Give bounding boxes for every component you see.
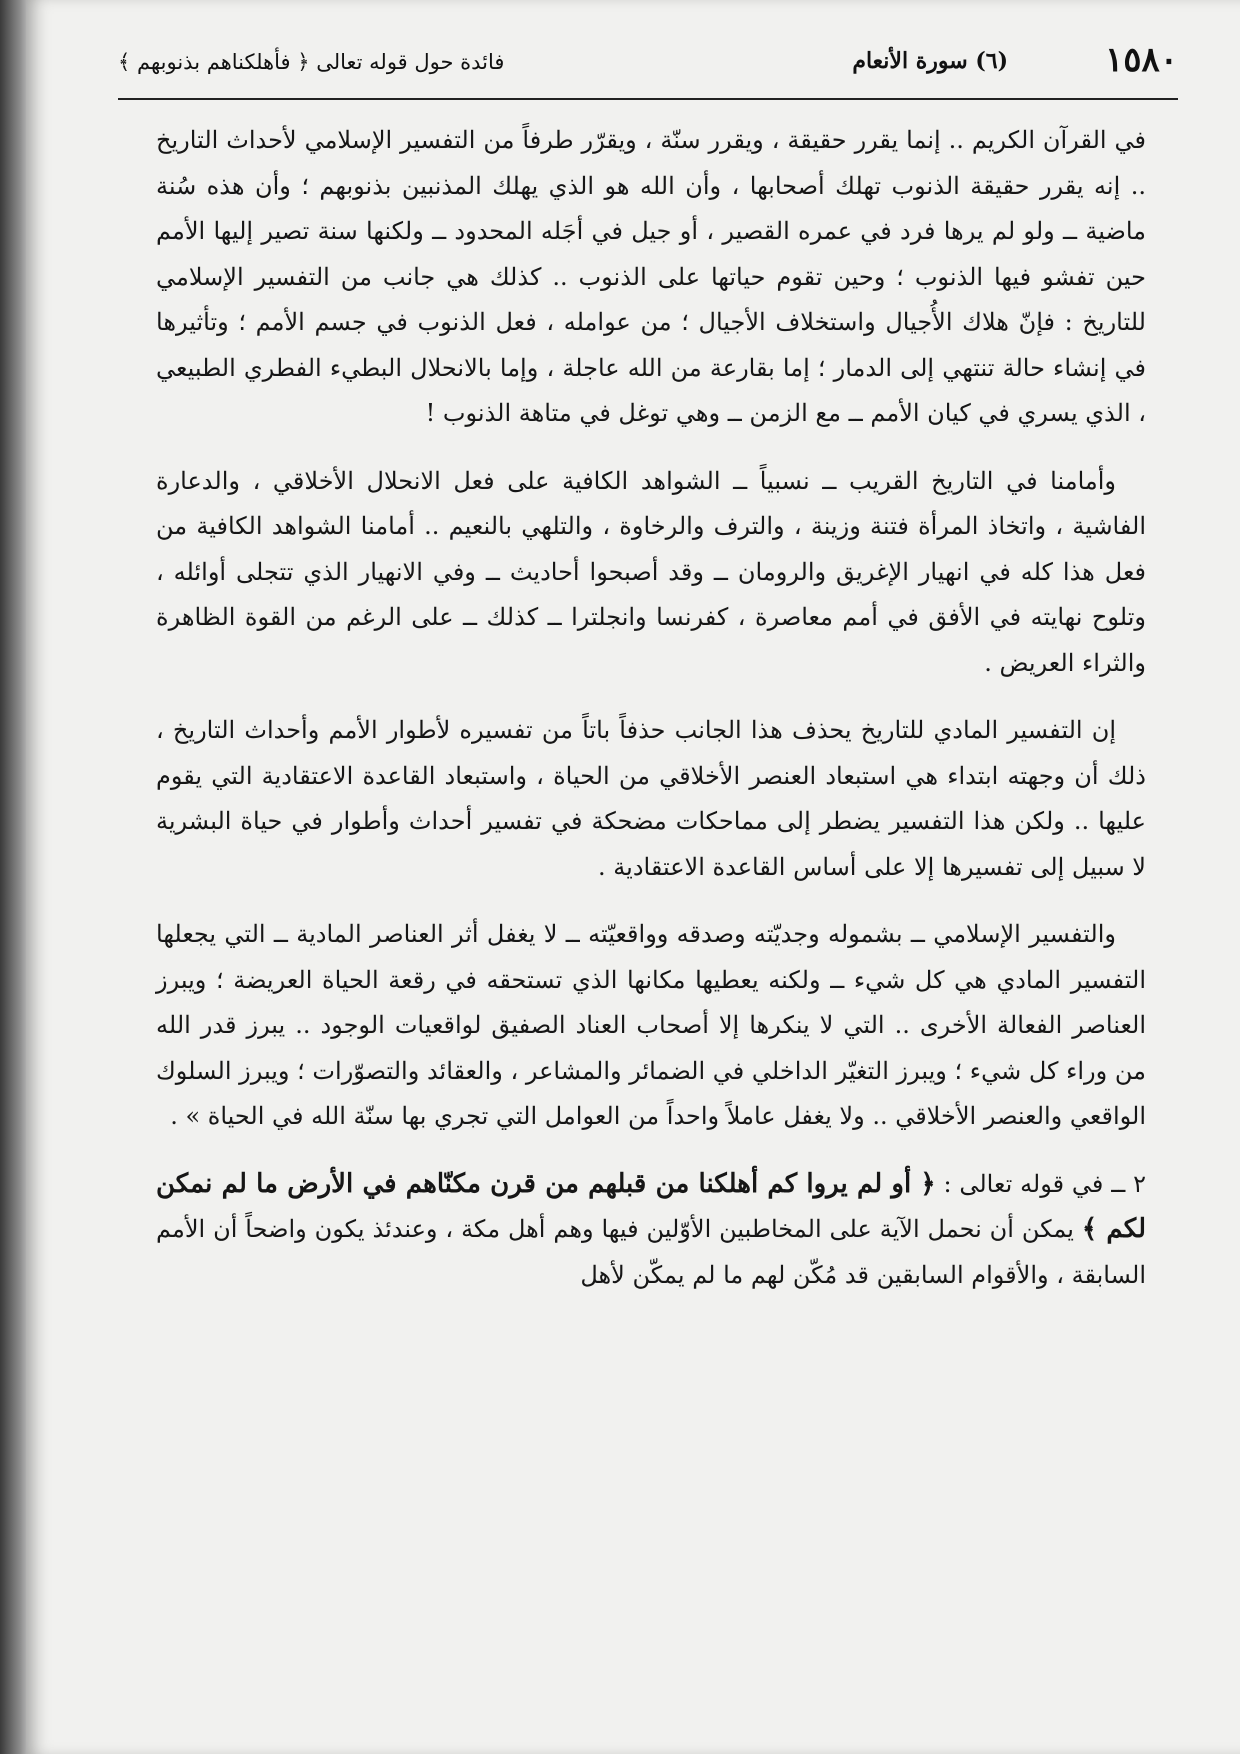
page-number: ١٥٨٠ xyxy=(1104,40,1178,80)
page-body xyxy=(156,118,1146,1320)
book-page xyxy=(26,0,1240,1754)
paragraph-4: والتفسير الإسلامي ــ بشموله وجديّته وصدقه وواقعيّته ــ لا يغفل أثر العناصر المادية ــ التي يجعلها التفسير المادي هي كل شيء ــ ولكنه يعطيها مكانها الذي تستحقه في رقعة الحياة العريضة ؛ ويبرز العناصر الفعالة الأخرى .. التي لا ينكرها إلا أصحاب العناد الصفيق لواقعيات الوجود .. يبرز قدر الله من وراء كل شيء ؛ ويبرز التغيّر الداخلي في الضمائر والمشاعر ، والعقائد والتصوّرات ؛ ويبرز السلوك الواقعي والعنصر الأخلاقي .. ولا يغفل عاملاً واحداً من العوامل التي تجري بها سنّة الله في الحياة » . xyxy=(156,920,1146,1130)
point-lead: ٢ ــ في قوله تعالى : xyxy=(943,1169,1146,1198)
paragraph-3: إن التفسير المادي للتاريخ يحذف هذا الجانب حذفاً باتاً من تفسيره لأطوار الأمم وأحداث التاريخ ، ذلك أن وجهته ابتداء هي استبعاد العنصر الأخلاقي من الحياة ، واستبعاد القاعدة الاعتقادية التي يقوم عليها .. ولكن هذا التفسير يضطر إلى مماحكات مضحكة في تفسير أحداث وأطوار في حياة البشرية لا سبيل إلى تفسيرها إلا على أساس القاعدة الاعتقادية . xyxy=(156,716,1146,881)
paragraph-1: في القرآن الكريم .. إنما يقرر حقيقة ، ويقرر سنّة ، ويقرّر طرفاً من التفسير الإسلامي لأحداث التاريخ .. إنه يقرر حقيقة الذنوب تهلك أصحابها ، وأن الله هو الذي يهلك المذنبين بذنوبهم ؛ وأن هذه سُنة ماضية ــ ولو لم يرها فرد في عمره القصير ، أو جيل في أجَله المحدود ــ ولكنها سنة تصير إليها الأمم حين تفشو فيها الذنوب ؛ وحين تقوم حياتها على الذنوب .. كذلك هي جانب من التفسير الإسلامي للتاريخ : فإنّ هلاك الأُجيال واستخلاف الأجيال ؛ من عوامله ، فعل الذنوب في جسم الأمم ؛ وتأثيرها في إنشاء حالة تنتهي إلى الدمار ؛ إما بقارعة من الله عاجلة ، وإما بالانحلال البطيء الفطري الطبيعي ، الذي يسري في كيان الأمم ــ مع الزمن ــ وهي توغل في متاهة الذنوب ! xyxy=(156,126,1146,427)
point-continuation: يمكن أن نحمل الآية على المخاطبين الأوّلين فيها وهم أهل مكة ، وعندئذ يكون واضحاً أن الأمم السابقة ، والأقوام السابقين قد مُكّن لهم ما لم يمكّن لأهل xyxy=(156,1215,1146,1289)
paragraph-5 xyxy=(156,1162,1146,1299)
paragraph-2: وأمامنا في التاريخ القريب ــ نسبياً ــ الشواهد الكافية على فعل الانحلال الأخلاقي ، والدعارة الفاشية ، واتخاذ المرأة فتنة وزينة ، والترف والرخاوة ، والتلهي بالنعيم .. أمامنا الشواهد الكافية من فعل هذا كله في انهيار الإغريق والرومان ــ وقد أصبحوا أحاديث ــ وفي الانهيار الذي تتجلى أوائله ، وتلوح نهايته في الأفق في أمم معاصرة ، كفرنسا وانجلترا ــ كذلك ــ على الرغم من القوة الظاهرة والثراء العريض . xyxy=(156,466,1146,677)
page-header xyxy=(118,38,1178,100)
surah-label: (٦) سورة الأنعام xyxy=(852,48,1008,74)
running-title: فائدة حول قوله تعالى ﴿ فأهلكناهم بذنوبهم ﴾ xyxy=(118,50,505,74)
quran-verse-quote: ﴿ أو لم يروا كم أهلكنا من قبلهم من قرن مكنّاهم في الأرض ما لم نمكن لكم ﴾ xyxy=(156,1168,1146,1244)
